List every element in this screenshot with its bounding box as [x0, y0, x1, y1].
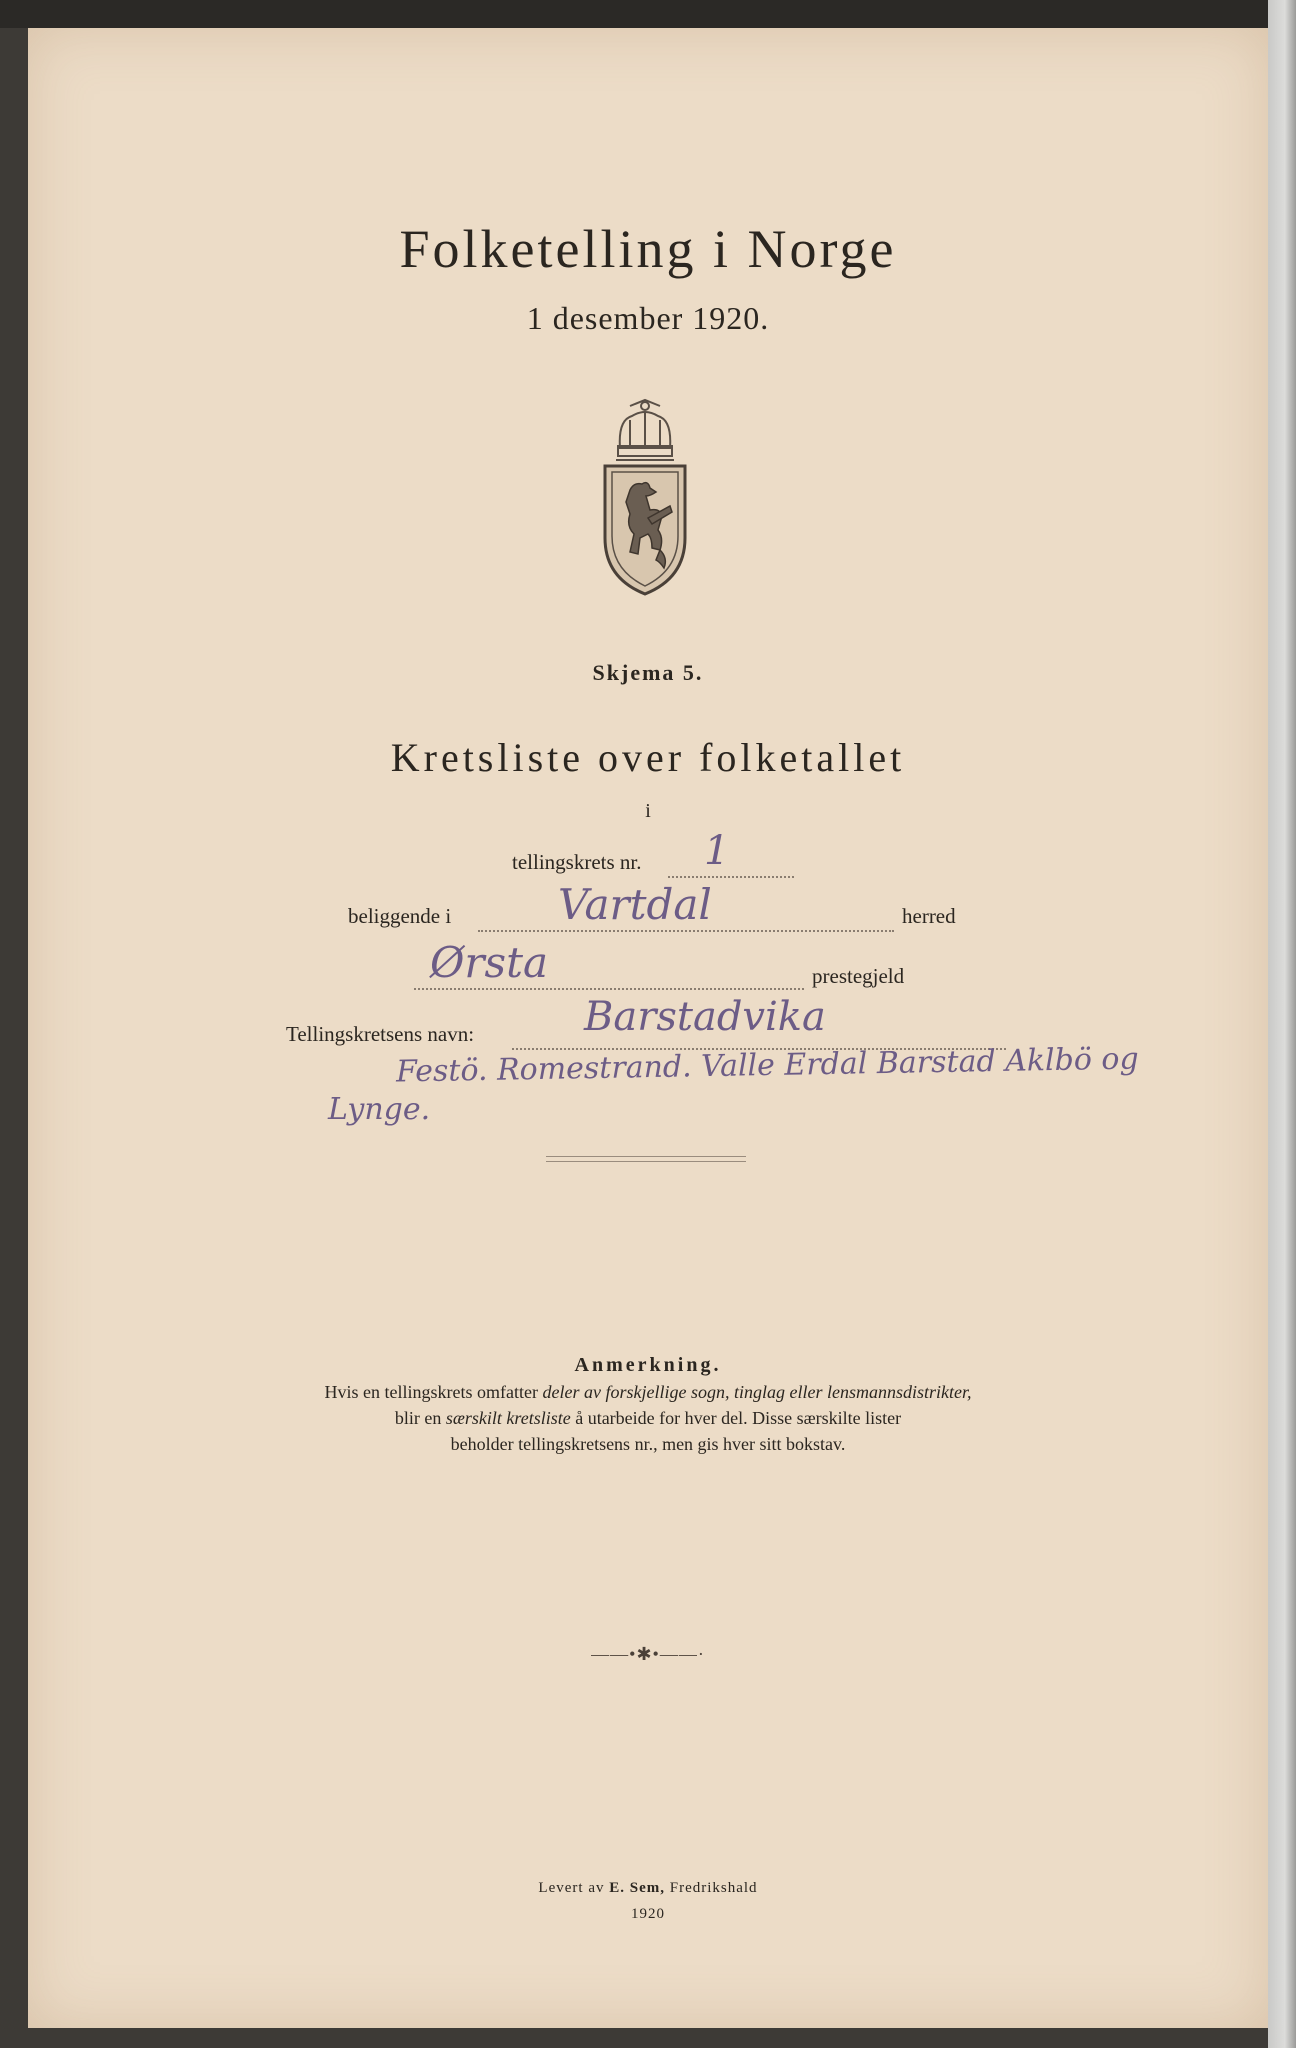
kretsnavn-value: Barstadvika — [584, 994, 826, 1040]
scan-border-top — [0, 0, 1296, 28]
beliggende-label: beliggende i — [348, 904, 452, 928]
tellingskrets-value: 1 — [704, 828, 730, 874]
beliggende-line — [478, 930, 894, 932]
census-form-page — [28, 28, 1268, 2028]
printer-name: E. Sem, — [609, 1880, 665, 1896]
form-date: 1 desember 1920. — [526, 300, 770, 336]
prestegjeld-line — [414, 988, 804, 990]
form-heading: Kretsliste over folketallet — [390, 735, 906, 780]
note-line-2 — [28, 1408, 1268, 1429]
print-year: 1920 — [631, 1906, 665, 1922]
note-line-1-emphasis: deler av forskjellige sogn, tinglag eller lensmannsdistrikter, — [542, 1382, 972, 1402]
places-line-2: Lynge. — [328, 1092, 431, 1127]
schema-number: Skjema 5. — [592, 660, 704, 685]
beliggende-value: Vartdal — [558, 880, 712, 929]
coat-of-arms-icon — [590, 398, 700, 598]
note-line-1 — [28, 1382, 1268, 1403]
section-divider — [546, 1156, 746, 1162]
form-title: Folketelling i Norge — [399, 219, 897, 279]
preposition-label: i — [645, 800, 651, 822]
kretsnavn-label: Tellingskretsens navn: — [286, 1022, 475, 1046]
note-line-2-text-a: blir en — [394, 1408, 446, 1428]
note-line-2-text-b: å utarbeide for hver del. Disse særskilte lister — [570, 1408, 902, 1428]
tellingskrets-line — [668, 876, 794, 878]
ornament-divider: ——•✱•——· — [591, 1644, 705, 1664]
note-line-1-text: Hvis en tellingskrets omfatter — [324, 1382, 543, 1402]
herred-label: herred — [902, 904, 956, 928]
note-line-2-emphasis: særskilt kretsliste — [445, 1408, 571, 1428]
tellingskrets-label: tellingskrets nr. — [512, 850, 642, 874]
note-line-3: beholder tellingskretsens nr., men gis hver sitt bokstav. — [450, 1434, 846, 1454]
places-line-1: Festö. Romestrand. Valle Erdal Barstad Aklbö og — [395, 1041, 1139, 1090]
scan-border-right — [1268, 0, 1296, 2048]
printer-prefix: Levert av — [538, 1880, 610, 1896]
prestegjeld-value: Ørsta — [430, 938, 548, 987]
printer-credit — [28, 1880, 1268, 1897]
note-heading: Anmerkning. — [574, 1354, 722, 1376]
prestegjeld-label: prestegjeld — [812, 964, 905, 988]
printer-city: Fredrikshald — [664, 1880, 758, 1896]
